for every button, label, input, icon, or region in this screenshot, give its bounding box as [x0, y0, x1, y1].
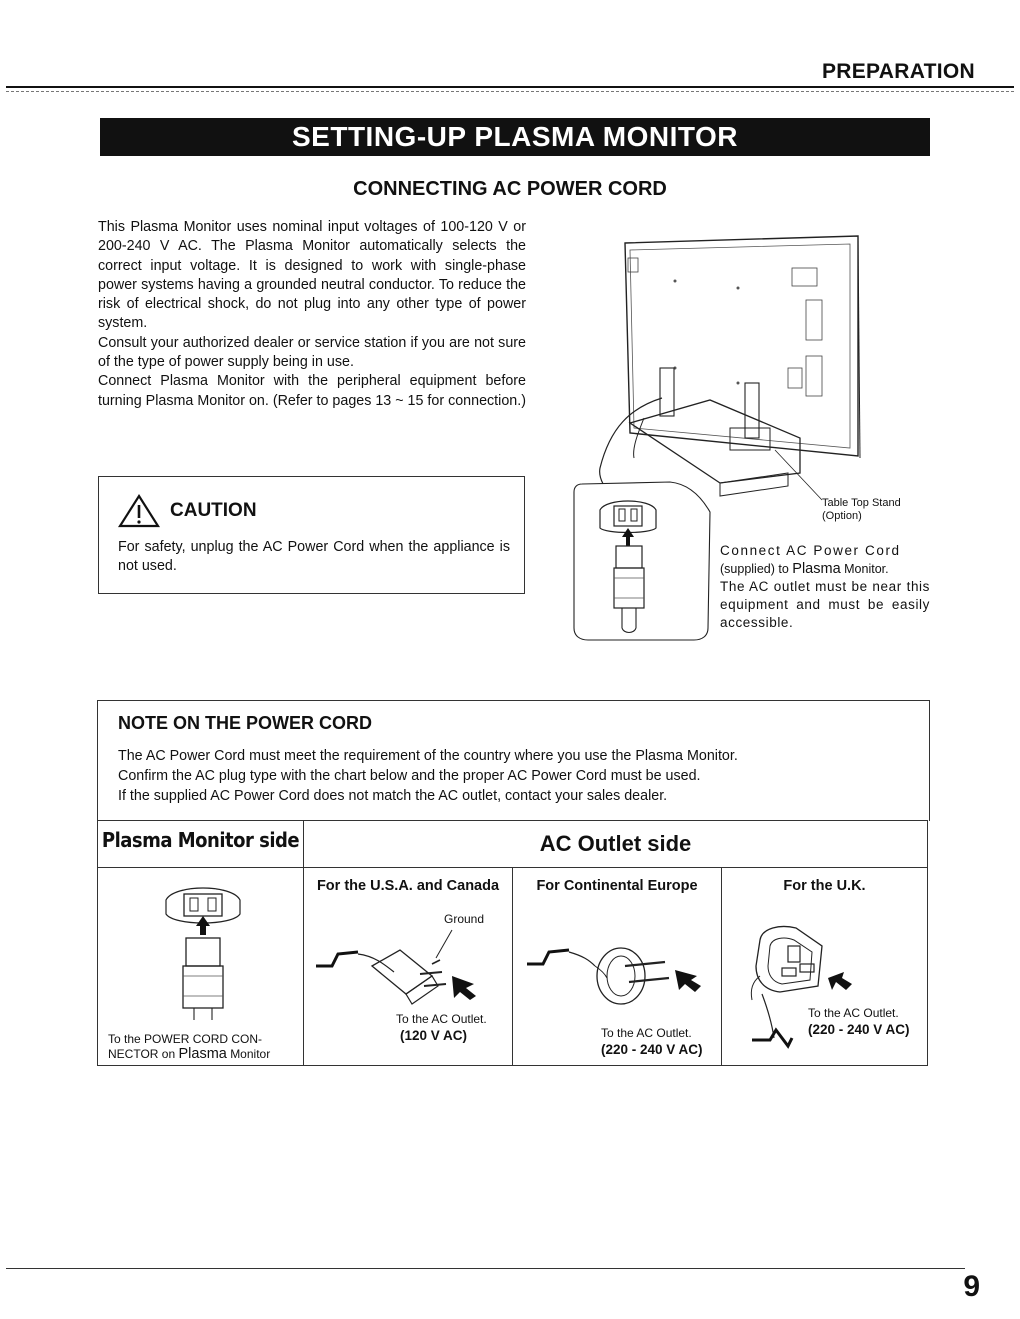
uk-voltage: (220 - 240 V AC) [808, 1022, 910, 1037]
callout-line-1: Connect AC Power Cord [720, 543, 901, 558]
usa-caption: To the AC Outlet. [396, 1012, 487, 1026]
ac-outlet-side-header: AC Outlet side [304, 821, 928, 868]
warning-icon [118, 494, 160, 528]
europe-voltage: (220 - 240 V AC) [601, 1042, 703, 1057]
usa-plug-icon [314, 924, 504, 1014]
caution-box [98, 476, 525, 594]
callout-line-4: The AC outlet must be near this equipment and must be easily accessible. [720, 579, 930, 630]
stand-label-line-2: (Option) [822, 510, 862, 522]
note-line-1: The AC Power Cord must meet the requirement of the country where you use the Plasma Monitor. [118, 748, 738, 764]
usa-voltage: (120 V AC) [400, 1028, 468, 1043]
uk-heading: For the U.K. [783, 878, 866, 894]
plasma-side-caption-line-2a: NECTOR on [108, 1047, 176, 1061]
footer-rule [6, 1268, 965, 1269]
header-rule-dashed [6, 91, 1014, 92]
stand-label [822, 497, 901, 523]
intro-text [98, 218, 526, 411]
caution-text: For safety, unplug the AC Power Cord when the appliance is not used. [118, 539, 510, 574]
stand-label-line-1: Table Top Stand [822, 497, 901, 509]
section-label: PREPARATION [821, 60, 975, 83]
callout-line-2: (supplied) to [720, 562, 789, 576]
page-title: SETTING-UP PLASMA MONITOR [100, 118, 930, 156]
intro-paragraph-3: Connect Plasma Monitor with the peripheral equipment before turning Plasma Monitor on. (Refer to pages 13 ~ 15 for connection.) [98, 373, 526, 409]
power-cord-callout [720, 542, 930, 632]
usa-canada-heading: For the U.S.A. and Canada [316, 878, 500, 894]
page-number: 9 [963, 1270, 980, 1303]
europe-plug-icon [525, 930, 715, 1020]
caution-title: CAUTION [170, 500, 257, 521]
note-line-3: If the supplied AC Power Cord does not match the AC outlet, contact your sales dealer. [118, 788, 668, 804]
plasma-monitor-side-cell [98, 868, 304, 1066]
usa-canada-cell [304, 868, 513, 1066]
section-subtitle: CONNECTING AC POWER CORD [353, 178, 667, 200]
uk-cell [722, 868, 928, 1066]
plasma-side-caption [108, 1032, 298, 1062]
intro-paragraph-2: Consult your authorized dealer or service station if you are not sure of the type of power supply being in use. [98, 334, 526, 371]
plasma-side-caption-line-1: To the POWER CORD CON- [108, 1032, 263, 1046]
plasma-side-caption-line-2b: Monitor [230, 1047, 271, 1061]
continental-europe-heading: For Continental Europe [536, 878, 698, 894]
power-connector-icon [158, 880, 248, 1020]
note-line-2: Confirm the AC plug type with the chart below and the proper AC Power Cord must be used. [118, 768, 701, 784]
callout-brand: Plasma [792, 561, 841, 577]
continental-europe-cell [513, 868, 722, 1066]
plug-type-table [97, 820, 928, 1066]
plasma-monitor-side-header: Plasma Monitor side [98, 821, 304, 868]
ground-label: Ground [444, 912, 485, 926]
intro-paragraph-1: This Plasma Monitor uses nominal input voltages of 100-120 V or 200-240 V AC. The Plasma Monitor automatically selects the correct input voltage. It is designed to work with single-phase power systems having a grounded neutral conductor. To reduce the risk of electrical shock, do not plug into any other type of power system. [98, 219, 526, 332]
europe-caption: To the AC Outlet. [601, 1026, 692, 1040]
uk-caption: To the AC Outlet. [808, 1006, 899, 1020]
note-title: NOTE ON THE POWER CORD [118, 713, 373, 733]
plasma-side-caption-brand: Plasma [178, 1046, 227, 1062]
note-text [118, 746, 918, 806]
header-rule [6, 86, 1014, 88]
callout-line-3: Monitor. [844, 562, 889, 576]
